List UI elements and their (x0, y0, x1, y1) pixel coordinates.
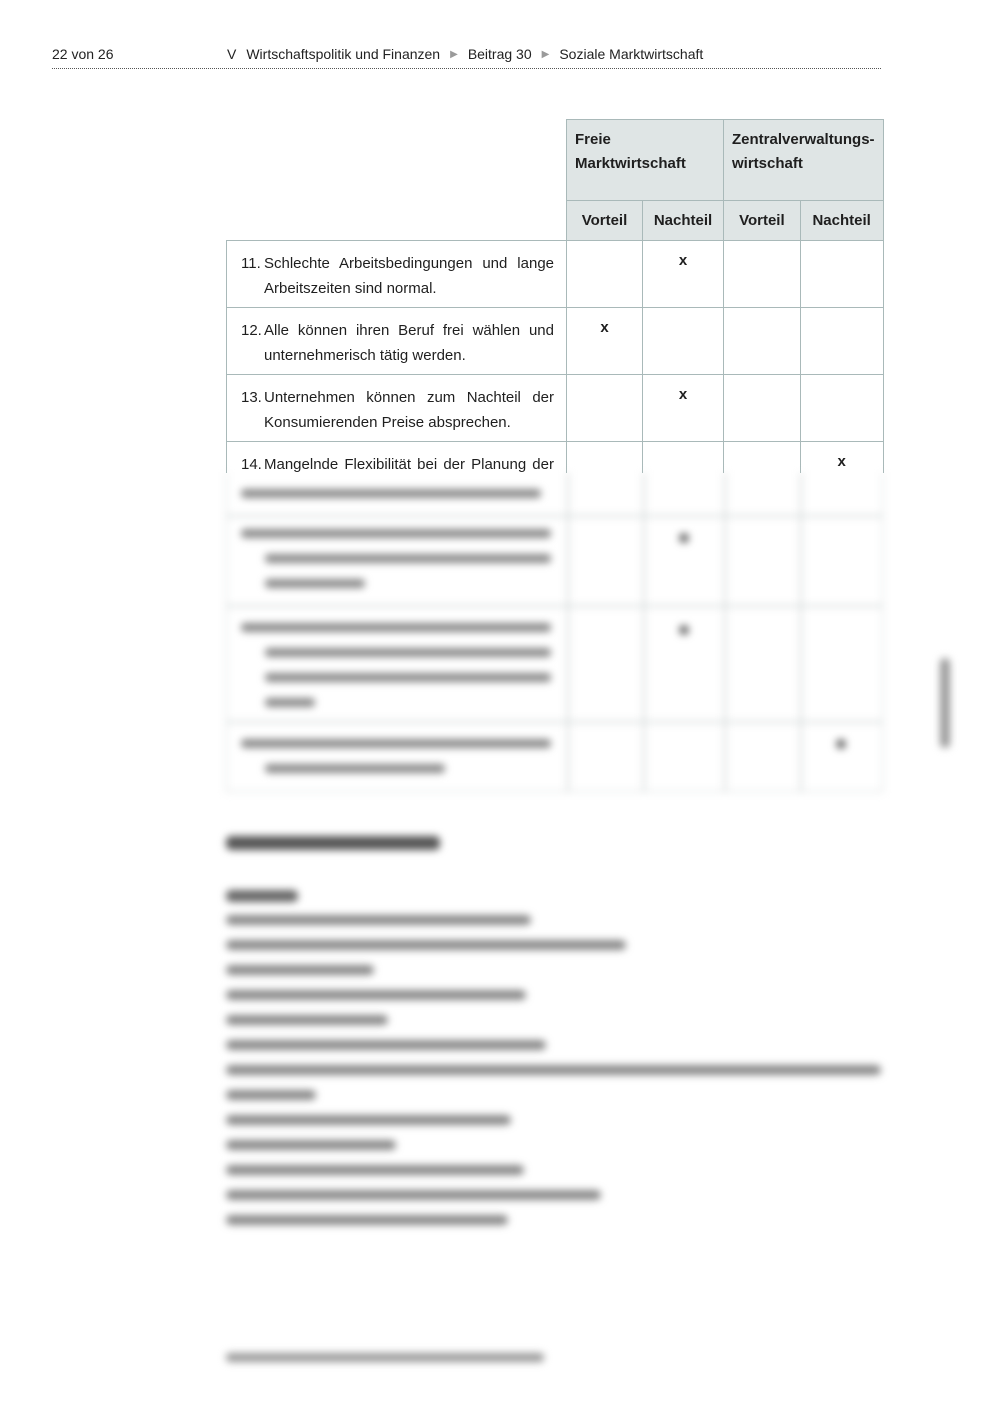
mark-cell (800, 375, 883, 442)
table-corner (227, 120, 567, 241)
mark-cell (800, 241, 883, 308)
subheader-disadvantage: Nachteil (643, 201, 724, 241)
statement-text: Mangelnde Flexibilität bei der Planung der (264, 456, 554, 473)
statement-cell (227, 375, 567, 442)
statement-cell (227, 241, 567, 308)
mark-cell: x (800, 442, 883, 534)
mark-cell (724, 241, 801, 308)
subheader-disadvantage: Nachteil (800, 201, 883, 241)
mark-cell: x (643, 241, 724, 308)
mark-cell (567, 241, 643, 308)
blurred-answer-section (226, 828, 886, 1240)
page-number: 22 von 26 (52, 46, 114, 62)
statement-number: 13. (241, 389, 262, 406)
triangle-right-icon: ▶ (450, 48, 458, 60)
statement-number: 11. (241, 255, 261, 272)
page-header (52, 44, 881, 69)
triangle-right-icon: ▶ (541, 48, 550, 60)
blurred-table-continuation (226, 473, 883, 792)
mark-cell (643, 308, 724, 375)
comparison-table (226, 119, 884, 534)
group-header-free-market: Freie Marktwirtschaft (567, 120, 724, 201)
blurred-footer (226, 1353, 544, 1362)
statement-text: Unternehmen können zum Nachteil der Konsumierenden Preise absprechen. (264, 389, 554, 431)
blurred-side-note (940, 658, 950, 748)
mark-cell (800, 308, 883, 375)
mark-cell: x (643, 375, 724, 442)
breadcrumb-section: Wirtschaftspolitik und Finanzen (246, 46, 441, 62)
blurred-preview-region (0, 473, 1000, 1415)
breadcrumb (227, 46, 703, 62)
group-header-central-economy: Zentralverwaltungs-wirtschaft (724, 120, 884, 201)
statement-number: 14. (241, 456, 262, 473)
breadcrumb-chapter: V (227, 46, 237, 62)
mark-cell: x (567, 308, 643, 375)
mark-cell (567, 375, 643, 442)
mark-cell (724, 375, 801, 442)
breadcrumb-topic: Soziale Marktwirtschaft (559, 46, 704, 62)
table-row (227, 308, 884, 375)
statement-number: 12. (241, 322, 262, 339)
statement-cell (227, 308, 567, 375)
breadcrumb-article: Beitrag 30 (467, 46, 532, 62)
subheader-advantage: Vorteil (567, 201, 643, 241)
table-row (227, 375, 884, 442)
subheader-advantage: Vorteil (724, 201, 801, 241)
statement-text: Schlechte Arbeitsbedingungen und lange Arbeitszeiten sind normal. (264, 255, 554, 297)
table-row (227, 241, 884, 308)
statement-text: Alle können ihren Beruf frei wählen und unternehmerisch tätig werden. (264, 322, 554, 364)
mark-cell (724, 308, 801, 375)
